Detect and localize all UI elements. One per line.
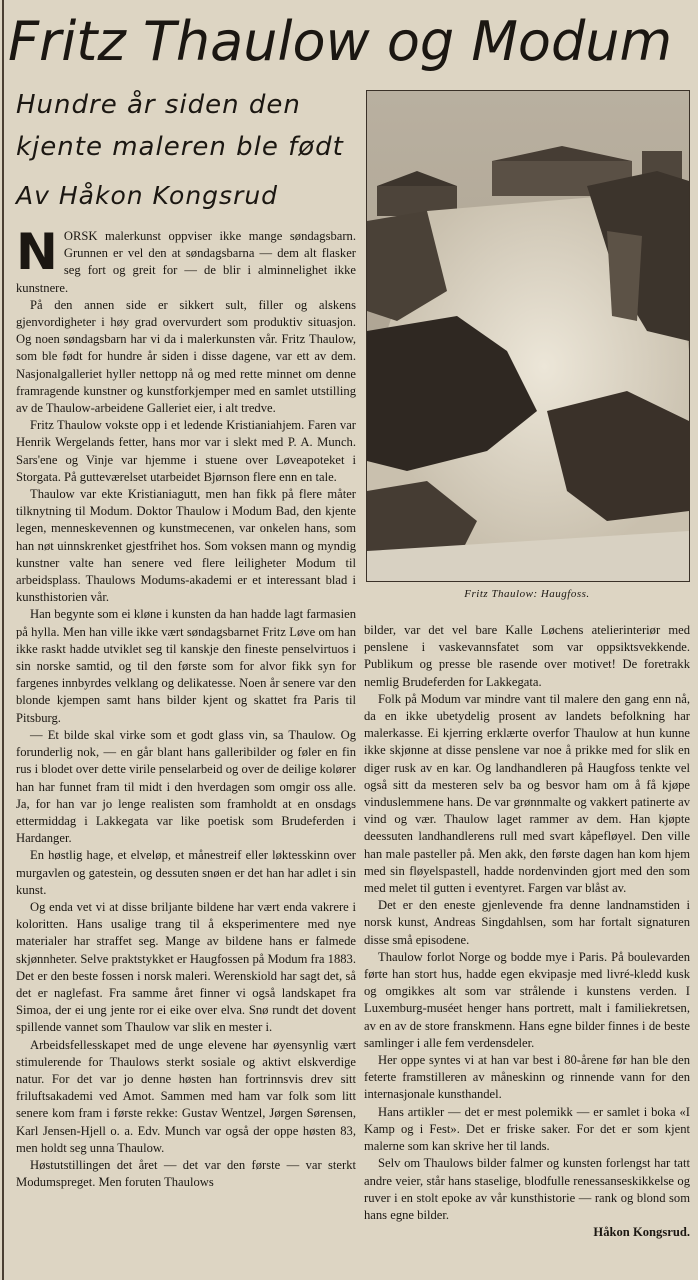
- article-paragraph: Her oppe syntes vi at han var best i 80-årene før han ble den feterte framstilleren av måneskinn og rinnende vann for den internasjonale kunsthandel.: [364, 1053, 690, 1102]
- headline: Fritz Thaulow og Modum: [8, 10, 673, 73]
- article-paragraph: Folk på Modum var mindre vant til malere den gang enn nå, da en ikke ubetydelig prosent av landets befolkning har malerkasse. Ei kjerring erklærte overfor Thaulow at hun kunne ikke skjønne at disse penslene var noe å prikke med for slik en diger rusk av en kar. Og landhandleren på Haugfoss tenkte vel også sitt da mesteren selv ba og besvor ham om å få kjøpe vinduslemmene hans. De var grønnmalte og vakkert patinerte av vind og vær. Thaulow laget rammer av dem. Han kjøpte deessuten landhandlerens rull med svart kåpefløyel. Den ville han male pasteller på. Men akk, den første dagen han kom hjem med sin fløyelspastell, hadde nordenvinden gjort med den som med melet til gutten i eventyret. Fargen var blåst av.: [364, 691, 690, 896]
- subheadline: Hundre år siden den kjente maleren ble født: [16, 90, 344, 162]
- article-paragraph: Thaulow forlot Norge og bodde mye i Paris. På boulevarden førte han stort hus, hadde egen ekvipasje med livré-kledd kusk og omgikkes alt som var strålende i kunstens verden. I Luxemburg-muséet henger hans portrett, malt i familiekretsen, av en av de store franskmenn. Hans egne bilder finnes i de beste samlinger i alle fem verdensdeler.: [364, 949, 690, 1050]
- article-paragraph: Hans artikler — det er mest polemikk — er samlet i boka «I Kamp og i Fest». Det er friske saker. For det er som kjent malerne som kan skrive her til lands.: [364, 1104, 690, 1154]
- article-paragraph: På den annen side er sikkert sult, filler og alskens gjenvordigheter i høy grad overvurdert som produktiv situasjon. Og noen søndagsbarn har vi da i malerkunsten vår. Fritz Thaulow, som ble født for hundre år siden i disse dagene, var ett av dem. Nasjonalgalleriet hyller nettopp nå og med rette minnet om denne framragende kunstner og kunstforkjemper med en samlet utstilling av de Thaulow-arbeidene Galleriet eier, i alt tredve.: [16, 297, 356, 416]
- article-paragraph: Fritz Thaulow vokste opp i et ledende Kristianiahjem. Faren var Henrik Wergelands fetter, hans mor var i slekt med P. A. Munch. Sars'ene og Vinje var hjemme i stuene over Løveapoteket i Storgata. På gutteværelset utarbeidet Bjørnson flere enn en tale.: [16, 418, 356, 484]
- article-paragraph: Thaulow var ekte Kristianiagutt, men han fikk på flere måter tilknytning til Modum. Doktor Thaulow i Modum Bad, den kjente legen, menneskevennen og kunstmecenen, var onkelen hans, som han nøt uinnskrenket gjestfrihet hos. Som voksen mann og myndig kunstner valte han senere ved flere leiligheter Modum til arbeidsplass. Thaulows Modums-akademi er et interessant blad i kunsthistorien vår.: [16, 487, 356, 605]
- byline: Av Håkon Kongsrud: [16, 181, 279, 210]
- article-column-1: [16, 228, 356, 1276]
- article-paragraph: Arbeidsfellesskapet med de unge elevene har øyensynlig vært stimulerende for Thaulows sterkt sosiale og aktivt elskverdige natur. For det var jo denne høsten han fortrinnsvis drev sitt friluftsakademi ved Amot. Sammen med ham var folk som litt senere kom fram i første rekke: Gustav Wentzel, Jørgen Sørensen, Karl Jensen-Hjell o. a. Edv. Munch var også der oppe høsten 83, men holdt seg unna Thaulow.: [16, 1037, 356, 1155]
- article-paragraph: Høstutstillingen det året — det var den første — var sterkt Modumspreget. Men foruten Thaulows: [16, 1157, 356, 1190]
- article-paragraph: Han begynte som ei kløne i kunsten da han hadde lagt farmasien på hylla. Men han ville ikke vært søndagsbarnet Fritz Løve om han ikke raskt hadde utviklet seg til kanskje den fineste penselvirtuos i sin norske samtid, og til den første som for alvor fikk syn for fargenes innbyrdes velklang og delikatesse. Noen år senere var den blonde kjempen samt hans bilder kjent og skattet fra Paris til Pitsburg.: [16, 607, 356, 725]
- drop-cap: N: [16, 228, 58, 281]
- article-paragraph: Selv om Thaulows bilder falmer og kunsten forlengst har tatt andre veier, står hans staselige, blodfulle renessanseskikkelse og ruver i en stolt epoke av vår kunsthistorie — rank og blond som hans egne bilder.: [364, 1156, 690, 1222]
- article-paragraph: — Et bilde skal virke som et godt glass vin, sa Thaulow. Og forunderlig nok, — en går blant hans galleribilder og føler en fin rus i blodet over dette virile penselarbeid og over de deilige kolører han har funnet fram til midt i den hverdagen som omgir oss alle. Ja, for han var jo lenge realisten som framholdt at en onsdags ettermiddag i Lakkegata var like poetisk som Brudeferden i Hardanger.: [16, 727, 356, 846]
- left-column-rule: [2, 0, 4, 1280]
- article-paragraph: Det er den eneste gjenlevende fra denne landnamstiden i norsk kunst, Andreas Singdahlsen, som har fortalt signaturen disse små episodene.: [364, 898, 690, 947]
- article-paragraph: NORSK malerkunst oppviser ikke mange søndagsbarn. Grunnen er vel den at søndagsbarna — dem alt flasker seg fort og greit for — de blir i alminnelighet ikke kunstnere.: [16, 228, 356, 295]
- article-paragraph: Og enda vet vi at disse briljante bildene har vært enda vakrere i koloritten. Hans usalige trang til å eksperimentere med nye materialer har straffet seg. Mange av bildene hans er falmede skjønnheter. Selve praktstykket er Haugfossen på Modum fra 1883. Det er den beste fossen i norsk maleri. Werenskiold har sagt det, så det er naglefast. Fra samme året finner vi også landskapet fra Simoa, der ei ung jente ror ei eike over elva. Snø rundt det dovent spillende vannet som Thaulow var slik en mester i.: [16, 899, 356, 1035]
- article-paragraph: En høstlig hage, et elveløp, et månestreif eller løktesskinn over murgavlen og gatestein, og dessuten snøen er det han har adlet i sin kunst.: [16, 848, 356, 897]
- haugfoss-painting-photo: [366, 90, 690, 582]
- author-signature: Håkon Kongsrud.: [593, 1225, 690, 1240]
- article-column-2: [364, 622, 690, 1276]
- signature-line: [364, 1224, 690, 1241]
- article-paragraph: bilder, var det vel bare Kalle Løchens atelierinteriør med penslene i vaskevannsfatet som var oppsiktsvekkende. Publikum og presse ble rasende over motivet! De foretrakk nemlig Brudeferden for Lakkegata.: [364, 623, 690, 689]
- photo-caption: Fritz Thaulow: Haugfoss.: [464, 588, 590, 600]
